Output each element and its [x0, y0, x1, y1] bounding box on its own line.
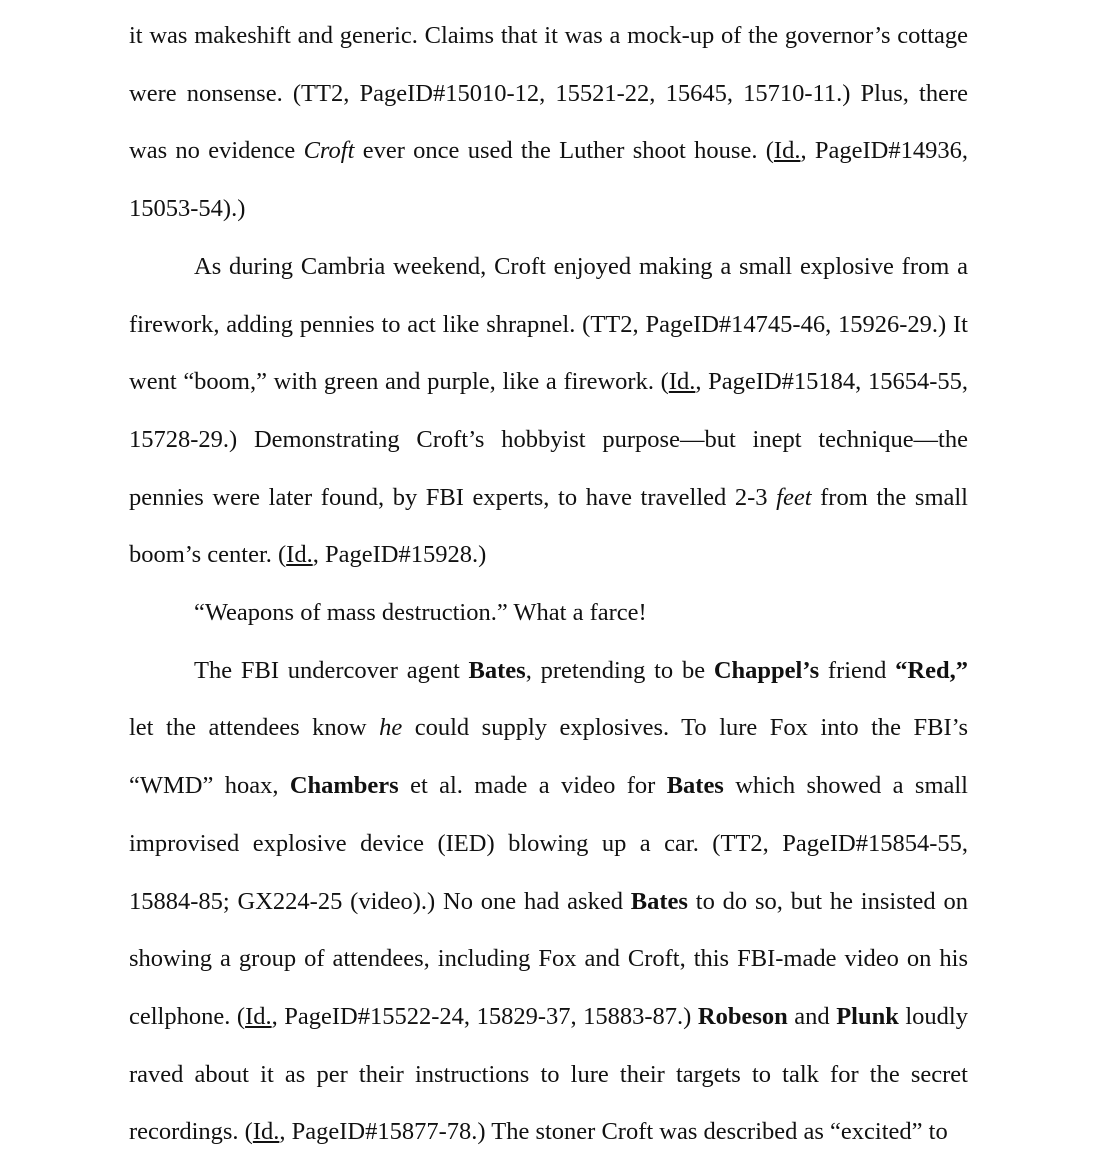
citation-id: Id. [286, 541, 313, 569]
text-run: and [787, 1002, 837, 1030]
bold-name: Bates [630, 887, 688, 915]
bold-name: Chappel’s [713, 656, 820, 684]
citation-id: Id. [245, 1002, 272, 1030]
paragraph-2 [129, 238, 968, 584]
text-run: from the small boom’s center. ( [129, 483, 968, 569]
citation-id: Id. [668, 368, 696, 396]
bold-name: Chambers [289, 772, 399, 800]
text-run: , PageID#15522-24, 15829-37, 15883-87.) [271, 1002, 698, 1030]
text-run: to do so, but he insisted on showing a group of attendees, including Fox and Croft, this FBI-made video on his cellphone. ( [129, 887, 968, 1030]
paragraph-3 [129, 584, 968, 642]
paragraph-1 [129, 7, 968, 238]
italic-word: feet [776, 483, 812, 511]
text-run: friend [819, 656, 896, 684]
bold-name: Bates [468, 656, 526, 684]
text-run: “Weapons of mass destruction.” What a farce! [194, 599, 647, 627]
text-run: et al. made a video for [398, 772, 667, 800]
text-run: loudly raved about it as per their instructions to lure their targets to talk for the secret recordings. ( [129, 1002, 968, 1146]
italic-name: Croft [303, 137, 355, 165]
paragraph-4 [129, 642, 968, 1161]
bold-name: Plunk [836, 1002, 899, 1030]
text-run: , PageID#15928.) [312, 541, 487, 569]
bold-name: Robeson [697, 1002, 788, 1030]
text-run: , PageID#15877-78.) The stoner Croft was described as “excited” to [279, 1118, 948, 1146]
text-run: , PageID#15184, 15654-55, 15728-29.) Demonstrating Croft’s hobbyist purpose—but inept technique—the pennies were later found, by FBI experts, to have travelled 2-3 [129, 368, 968, 511]
text-run: , pretending to be [525, 656, 714, 684]
document-page [129, 7, 968, 1161]
text-run: , PageID#14936, 15053-54).) [129, 137, 968, 223]
citation-id: Id. [773, 137, 801, 165]
text-run: The FBI undercover agent [194, 656, 469, 684]
text-run: As during Cambria weekend, Croft enjoyed making a small explosive from a firework, adding pennies to act like shrapnel. (TT2, PageID#14745-46, 15926-29.) It went “boom,” with green and purple, like a firework. ( [129, 252, 968, 396]
text-run: ever once used the Luther shoot house. ( [354, 137, 774, 165]
text-run: could supply explosives. To lure Fox into the FBI’s “WMD” hoax, [129, 714, 968, 800]
text-run: let the attendees know [129, 714, 380, 742]
text-run: which showed a small improvised explosive device (IED) blowing up a car. (TT2, PageID#15854-55, 15884-85; GX224-25 (video).) No one had asked [129, 772, 968, 915]
text-run: it was makeshift and generic. Claims that it was a mock-up of the governor’s cottage were nonsense. (TT2, PageID#15010-12, 15521-22, 15645, 15710-11.) Plus, there was no evidence [129, 22, 968, 165]
bold-name: “Red,” [895, 656, 968, 684]
italic-word: he [379, 714, 403, 742]
citation-id: Id. [252, 1118, 280, 1146]
bold-name: Bates [666, 772, 724, 800]
